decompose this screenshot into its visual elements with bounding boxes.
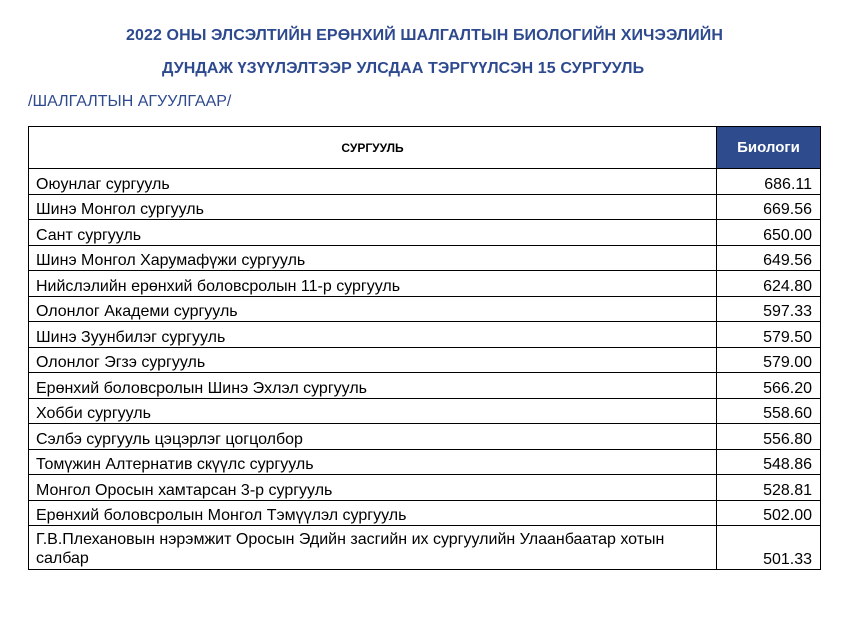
school-name-cell: Сэлбэ сургууль цэцэрлэг цогцолбор — [29, 424, 717, 450]
table-row — [29, 424, 821, 450]
table-row — [29, 449, 821, 475]
table-row — [29, 475, 821, 501]
score-cell: 501.33 — [717, 526, 821, 570]
score-cell: 597.33 — [717, 296, 821, 322]
score-cell: 686.11 — [717, 169, 821, 195]
table-row — [29, 169, 821, 195]
page-title-line-2: ДУНДАЖ ҮЗҮҮЛЭЛТЭЭР УЛСДАА ТЭРГҮҮЛСЭН 15 СУРГУУЛЬ — [162, 60, 645, 77]
school-name-cell: Хобби сургууль — [29, 398, 717, 424]
school-name-cell: Олонлог Эгзэ сургууль — [29, 347, 717, 373]
score-cell: 624.80 — [717, 271, 821, 297]
page-subtitle: /ШАЛГАЛТЫН АГУУЛГААР/ — [28, 93, 232, 110]
school-name-cell: Шинэ Монгол сургууль — [29, 194, 717, 220]
column-header-school: СУРГУУЛЬ — [29, 127, 717, 169]
school-name-cell: Нийслэлийн ерөнхий боловсролын 11-р сургууль — [29, 271, 717, 297]
score-cell: 649.56 — [717, 245, 821, 271]
ranking-table — [28, 126, 821, 570]
score-cell: 528.81 — [717, 475, 821, 501]
school-name-cell: Ерөнхий боловсролын Шинэ Эхлэл сургууль — [29, 373, 717, 399]
school-name-cell: Шинэ Монгол Харумафүжи сургууль — [29, 245, 717, 271]
score-cell: 548.86 — [717, 449, 821, 475]
score-cell: 669.56 — [717, 194, 821, 220]
school-name-cell: Г.В.Плехановын нэрэмжит Оросын Эдийн засгийн их сургуулийн Улаанбаатар хотын салбар — [29, 526, 717, 570]
table-row — [29, 296, 821, 322]
school-name-cell: Сант сургууль — [29, 220, 717, 246]
score-cell: 556.80 — [717, 424, 821, 450]
table-header-row — [29, 127, 821, 169]
score-cell: 579.00 — [717, 347, 821, 373]
table-row — [29, 245, 821, 271]
table-row — [29, 373, 821, 399]
score-cell: 558.60 — [717, 398, 821, 424]
school-name-cell: Монгол Оросын хамтарсан 3-р сургууль — [29, 475, 717, 501]
table-row — [29, 194, 821, 220]
table-row — [29, 322, 821, 348]
column-header-biology: Биологи — [717, 127, 821, 169]
table-row — [29, 398, 821, 424]
school-name-cell: Оюунлаг сургууль — [29, 169, 717, 195]
table-row — [29, 500, 821, 526]
score-cell: 579.50 — [717, 322, 821, 348]
table-row — [29, 526, 821, 570]
school-name-cell: Шинэ Зуунбилэг сургууль — [29, 322, 717, 348]
score-cell: 502.00 — [717, 500, 821, 526]
score-cell: 650.00 — [717, 220, 821, 246]
page-title-line-1: 2022 ОНЫ ЭЛСЭЛТИЙН ЕРӨНХИЙ ШАЛГАЛТЫН БИОЛОГИЙН ХИЧЭЭЛИЙН — [126, 27, 723, 44]
table-row — [29, 220, 821, 246]
school-name-cell: Томүжин Алтернатив скүүлс сургууль — [29, 449, 717, 475]
school-name-cell: Олонлог Академи сургууль — [29, 296, 717, 322]
school-name-cell: Ерөнхий боловсролын Монгол Тэмүүлэл сургууль — [29, 500, 717, 526]
table-row — [29, 271, 821, 297]
score-cell: 566.20 — [717, 373, 821, 399]
table-row — [29, 347, 821, 373]
